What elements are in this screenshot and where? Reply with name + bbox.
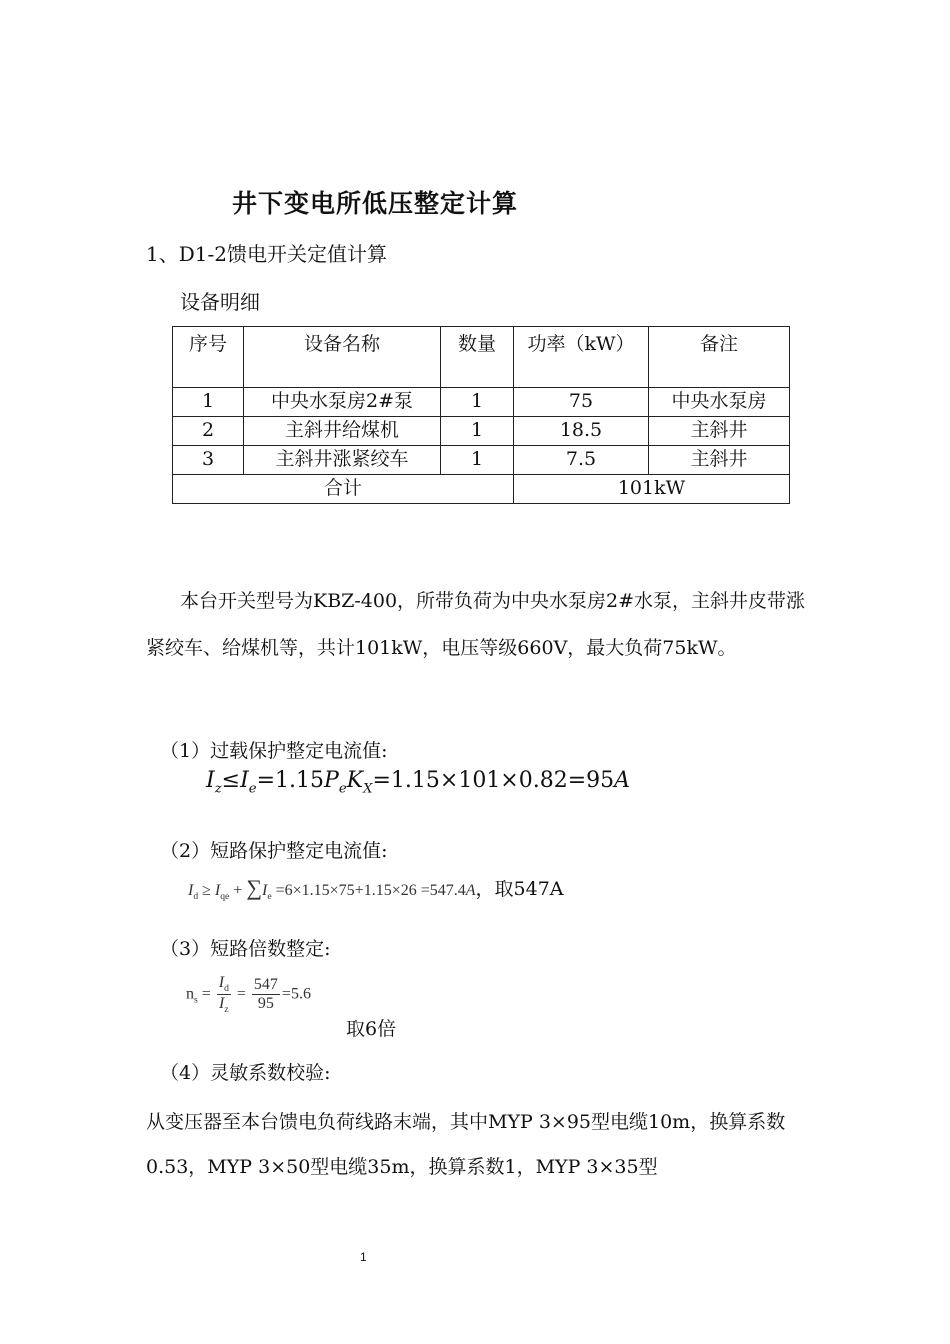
header-cell: 备注 <box>649 327 790 388</box>
document-title: 井下变电所低压整定计算 <box>232 189 519 218</box>
formula-short-circuit-value: =6×1.15×75+1.15×26 =547.4 <box>275 882 466 899</box>
table-cell: 1 <box>441 417 514 446</box>
table-cell: 主斜井涨紧绞车 <box>244 446 441 475</box>
step-sensitivity: （4）灵敏系数校验: <box>160 1062 331 1084</box>
formula-multiple-take: 取6倍 <box>346 1018 397 1040</box>
table-cell: 主斜井 <box>649 446 790 475</box>
table-cell: 1 <box>173 388 244 417</box>
formula-short-circuit: $I_d \ge I_{qe} + \sum I_e =6\times 1.15\times 75+1.15\times 26 =547.4A$，取547A <box>188 875 564 903</box>
total-value: 101kW <box>514 475 790 504</box>
table-cell: 7.5 <box>514 446 649 475</box>
equipment-caption: 设备明细 <box>180 290 260 314</box>
table-cell: 2 <box>173 417 244 446</box>
table-cell: 中央水泵房2#泵 <box>244 388 441 417</box>
step-short-circuit: （2）短路保护整定电流值: <box>160 840 388 862</box>
formula-multiple-result: =5.6 <box>281 985 311 1003</box>
total-label: 合计 <box>173 475 514 504</box>
table-row <box>173 417 790 446</box>
formula-overload-value: =1.15×101×0.82=95 <box>372 768 615 793</box>
formula-multiple-numerator: 547 <box>253 976 278 994</box>
table-row <box>173 446 790 475</box>
table-total-row <box>173 475 790 504</box>
formula-overload: $I_z\le I_e=1.15P_eK_X=1.15\times 101\times 0.82=95A$ <box>206 768 631 797</box>
tail-paragraph: 从变压器至本台馈电负荷线路末端，其中MYP 3×95型电缆10m，换算系数0.53，MYP 3×50型电缆35m，换算系数1，MYP 3×35型 <box>146 1111 786 1178</box>
formula-multiple: $n_s$ = $\frac{I_d}{I_z}$ = $\frac{547}{95}$ =5.6 <box>186 974 311 1016</box>
table-cell: 18.5 <box>514 417 649 446</box>
table-header-row <box>173 327 790 388</box>
table-row <box>173 388 790 417</box>
header-cell: 数量 <box>441 327 514 388</box>
section-heading: 1、D1-2馈电开关定值计算 <box>146 242 387 266</box>
page-number: 1 <box>360 1250 367 1264</box>
formula-short-circuit-suffix: ，取547A <box>475 878 564 900</box>
header-cell: 功率（kW） <box>514 327 649 388</box>
table-cell: 主斜井 <box>649 417 790 446</box>
intro-paragraph: 本台开关型号为KBZ-400，所带负荷为中央水泵房2#水泵，主斜井皮带涨紧绞车、给煤机等，共计101kW，电压等级660V，最大负荷75kW。 <box>146 590 806 659</box>
table-cell: 75 <box>514 388 649 417</box>
header-cell: 设备名称 <box>244 327 441 388</box>
equipment-table <box>172 326 790 504</box>
step-multiple: （3）短路倍数整定: <box>160 938 331 960</box>
step-overload: （1）过载保护整定电流值: <box>160 740 388 762</box>
formula-multiple-denominator: 95 <box>257 995 274 1013</box>
table-cell: 主斜井给煤机 <box>244 417 441 446</box>
table-cell: 1 <box>441 388 514 417</box>
table-cell: 中央水泵房 <box>649 388 790 417</box>
table-cell: 1 <box>441 446 514 475</box>
table-cell: 3 <box>173 446 244 475</box>
header-cell: 序号 <box>173 327 244 388</box>
